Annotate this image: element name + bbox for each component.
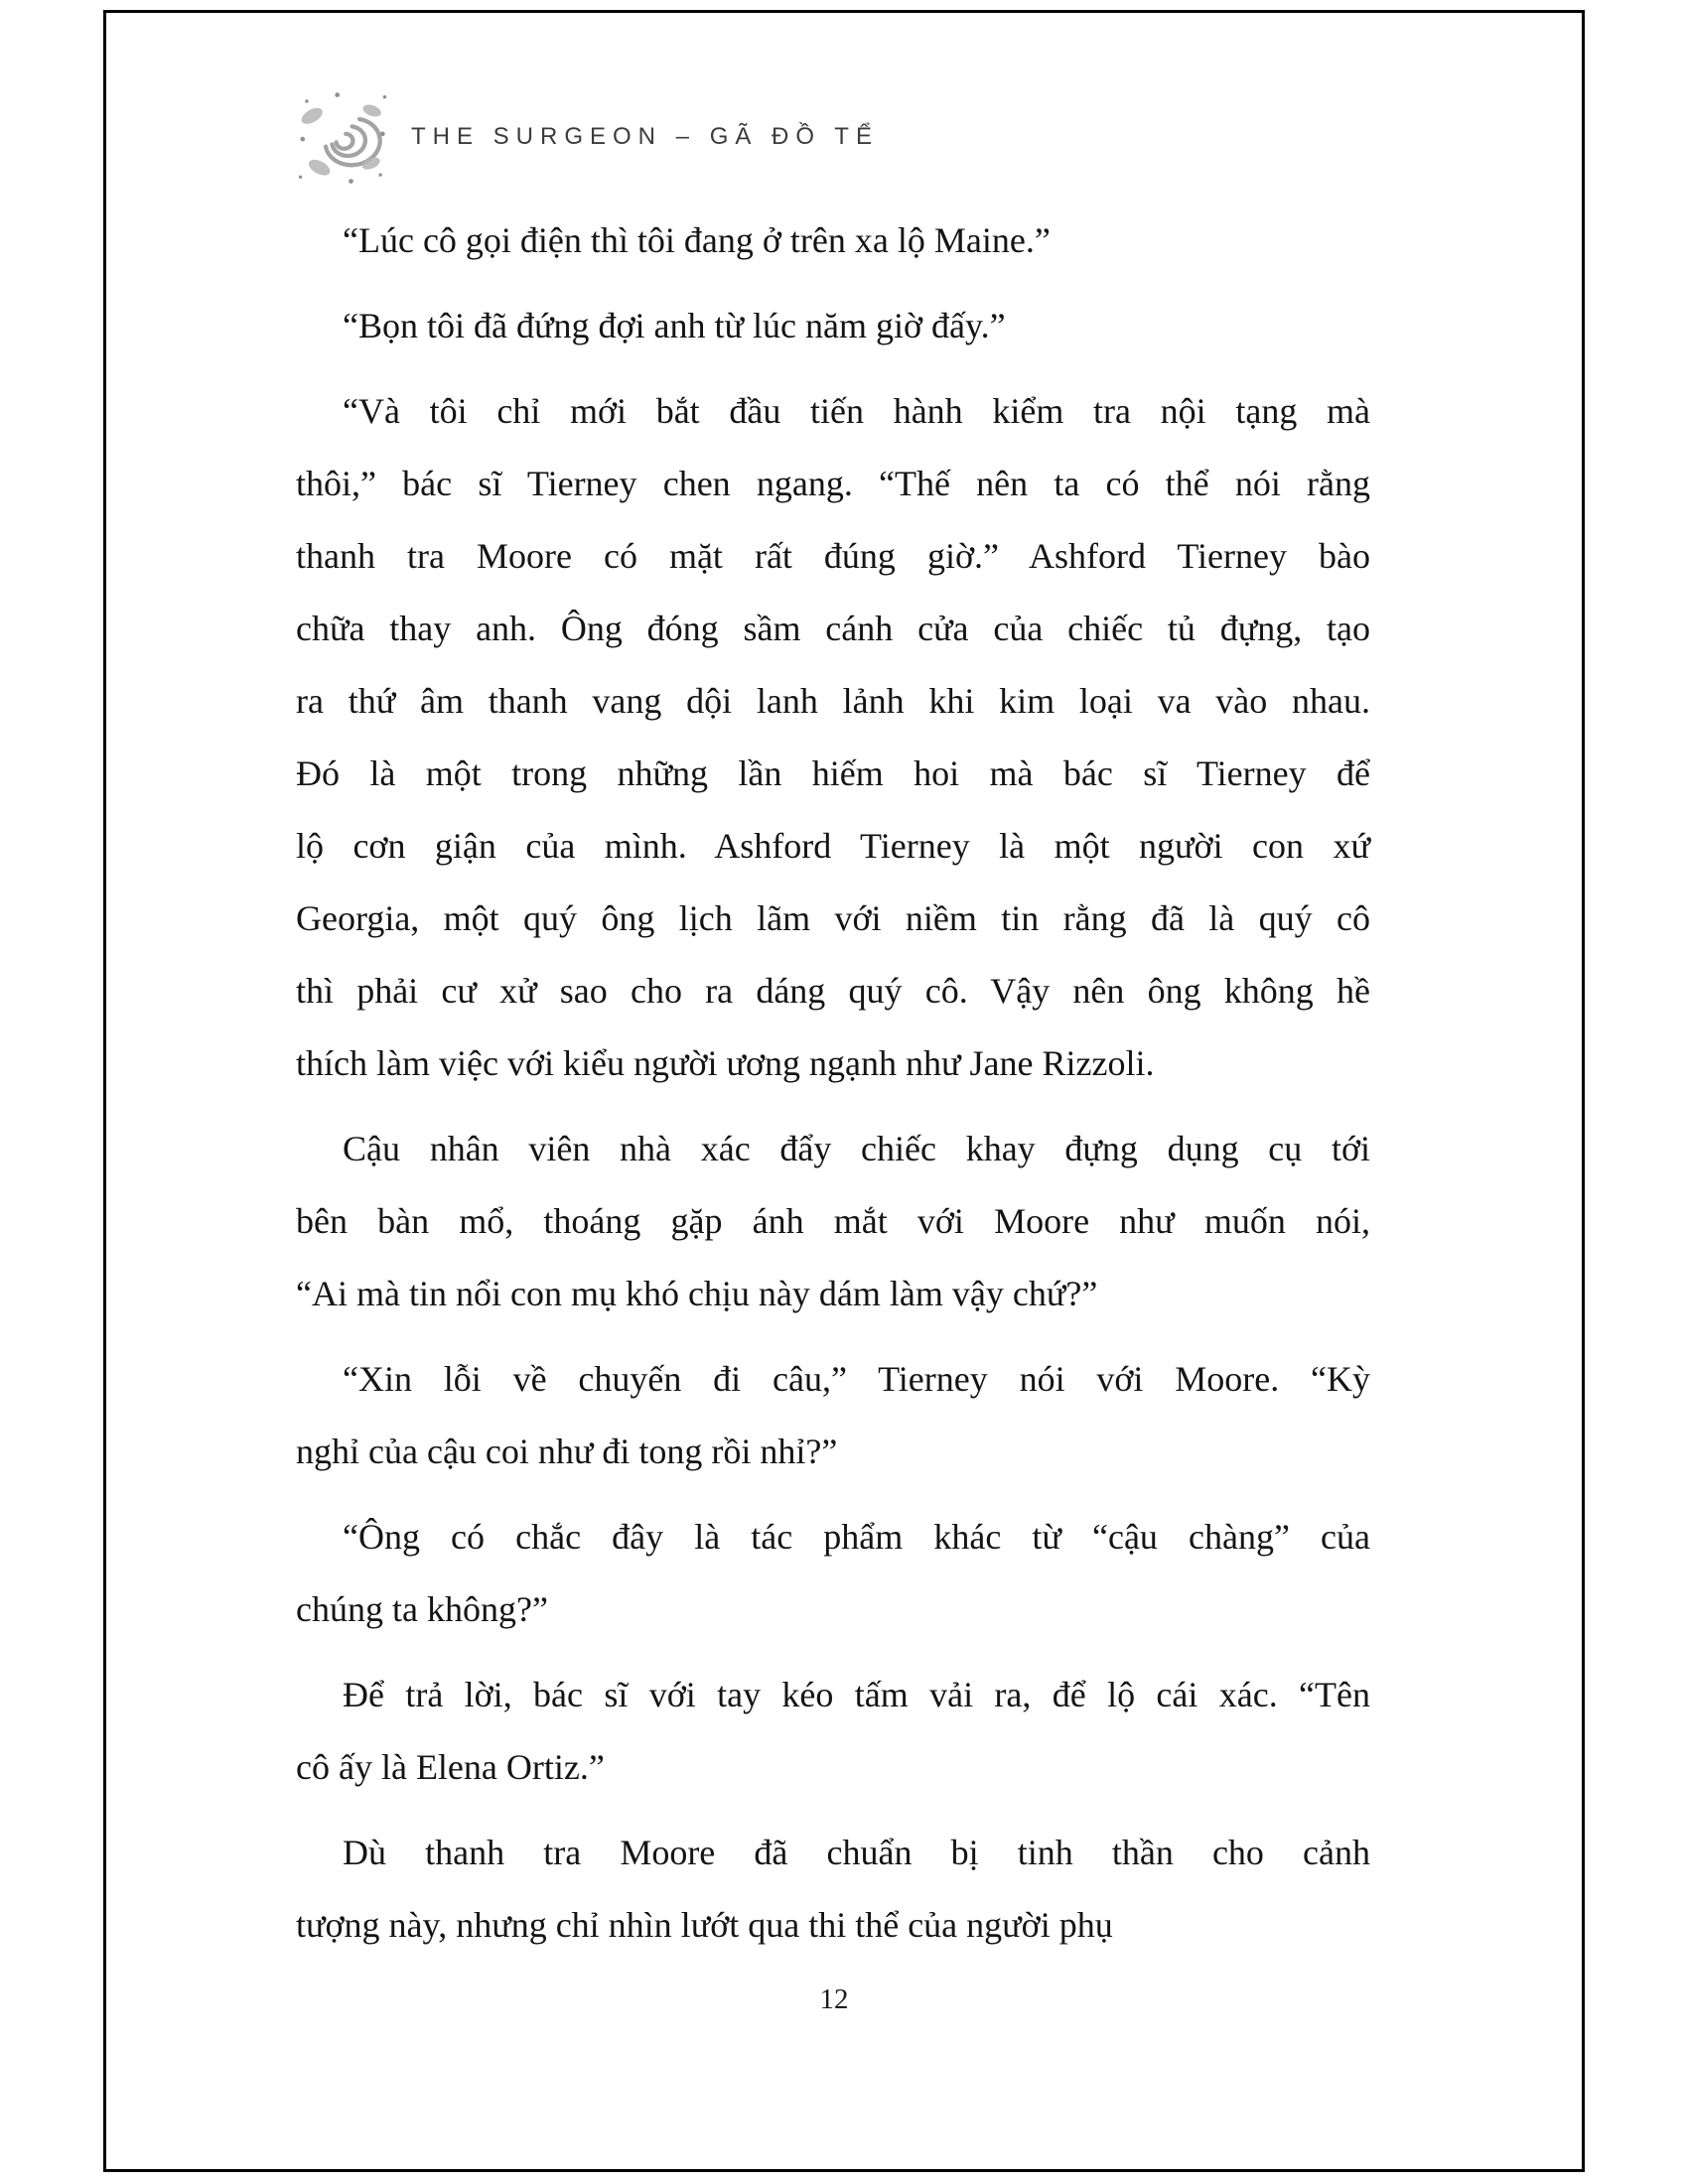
paragraph <box>296 1501 1370 1646</box>
text-line: “Lúc cô gọi điện thì tôi đang ở trên xa lộ Maine.” <box>343 220 1051 260</box>
page-header <box>290 84 879 190</box>
text-line: chúng ta không?” <box>296 1589 548 1629</box>
paragraph <box>296 205 1370 277</box>
page-number: 12 <box>819 1983 849 2015</box>
paragraph <box>296 1659 1370 1804</box>
text-line: “Ông có chắc đây là tác phẩm khác từ “cậu chàng” của <box>343 1517 1370 1557</box>
paragraph <box>296 375 1370 1100</box>
text-line: Cậu nhân viên nhà xác đẩy chiếc khay đựng dụng cụ tới <box>343 1129 1370 1168</box>
paragraph <box>296 1817 1370 1962</box>
text-block <box>296 205 1370 1975</box>
text-line: Đó là một trong những lần hiếm hoi mà bác sĩ Tierney để <box>296 753 1370 793</box>
text-line: “Xin lỗi về chuyến đi câu,” Tierney nói với Moore. “Kỳ <box>343 1359 1370 1399</box>
paragraph <box>296 1343 1370 1488</box>
paragraph <box>296 1113 1370 1330</box>
text-line: “Bọn tôi đã đứng đợi anh từ lúc năm giờ đấy.” <box>343 306 1006 345</box>
text-line: thì phải cư xử sao cho ra dáng quý cô. Vậy nên ông không hề <box>296 971 1370 1011</box>
text-line: nghỉ của cậu coi như đi tong rồi nhỉ?” <box>296 1432 838 1471</box>
text-line: Để trả lời, bác sĩ với tay kéo tấm vải ra, để lộ cái xác. “Tên <box>343 1675 1370 1714</box>
text-line: chữa thay anh. Ông đóng sầm cánh cửa của chiếc tủ đựng, tạo <box>296 609 1370 648</box>
text-line: Georgia, một quý ông lịch lãm với niềm tin rằng đã là quý cô <box>296 898 1370 938</box>
text-line: “Và tôi chỉ mới bắt đầu tiến hành kiểm tra nội tạng mà <box>343 391 1370 431</box>
rose-ornament-icon <box>290 84 395 190</box>
text-line: bên bàn mổ, thoáng gặp ánh mắt với Moore như muốn nói, <box>296 1201 1370 1241</box>
text-line: thôi,” bác sĩ Tierney chen ngang. “Thế nên ta có thể nói rằng <box>296 464 1370 503</box>
text-line: lộ cơn giận của mình. Ashford Tierney là một người con xứ <box>296 826 1370 866</box>
text-line: thích làm việc với kiểu người ương ngạnh như Jane Rizzoli. <box>296 1043 1155 1083</box>
text-line: cô ấy là Elena Ortiz.” <box>296 1747 605 1787</box>
text-line: ra thứ âm thanh vang dội lanh lảnh khi kim loại va vào nhau. <box>296 681 1370 721</box>
text-line: tượng này, nhưng chỉ nhìn lướt qua thi thể của người phụ <box>296 1905 1113 1945</box>
text-line: “Ai mà tin nổi con mụ khó chịu này dám làm vậy chứ?” <box>296 1274 1098 1313</box>
text-line: Dù thanh tra Moore đã chuẩn bị tinh thần cho cảnh <box>343 1833 1370 1872</box>
text-line: thanh tra Moore có mặt rất đúng giờ.” Ashford Tierney bào <box>296 536 1370 576</box>
book-title: THE SURGEON – GÃ ĐỒ TỂ <box>411 123 879 150</box>
paragraph <box>296 290 1370 362</box>
